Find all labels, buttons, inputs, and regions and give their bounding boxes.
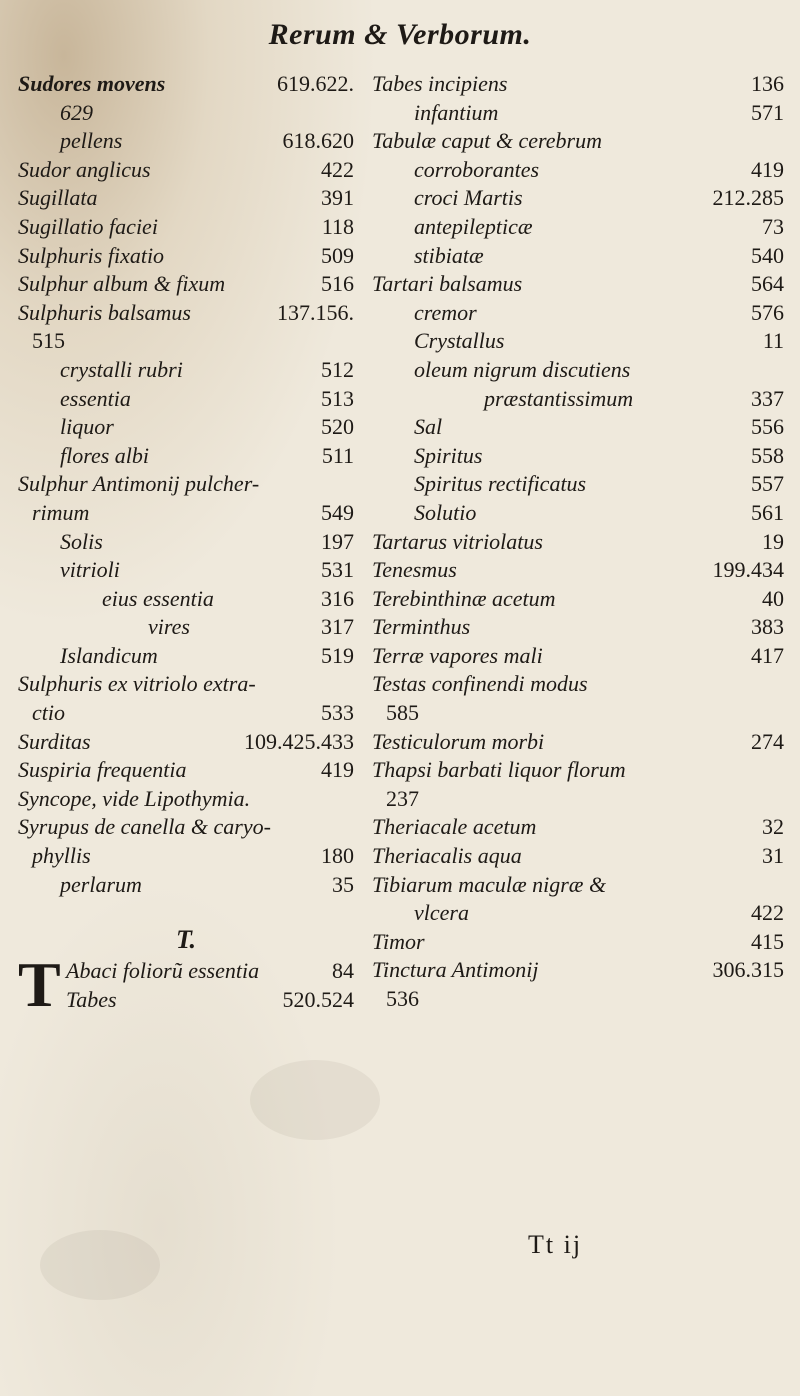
entry-page-ref: 549 (321, 499, 354, 525)
entry-term: Spiritus rectificatus (414, 471, 587, 497)
index-entry (18, 470, 354, 499)
entry-page-ref: 415 (751, 928, 784, 954)
entry-term: crystalli rubri (60, 356, 183, 382)
index-entry (18, 642, 354, 671)
entry-term: Syrupus de canella & caryo- (18, 814, 271, 840)
entry-page-ref: 337 (751, 385, 784, 411)
index-entry (18, 299, 354, 328)
index-entry (372, 499, 784, 528)
entry-term: Tartarus vitriolatus (372, 528, 543, 554)
entry-term: Sudor anglicus (18, 156, 151, 182)
entry-term: Tabes (66, 986, 117, 1012)
index-entry (372, 70, 784, 99)
entry-page-ref: 73 (762, 213, 784, 239)
index-entry (18, 99, 354, 128)
entry-page-ref: 556 (751, 414, 784, 440)
entry-term: Terræ vapores mali (372, 642, 543, 668)
entry-term: oleum nigrum discutiens (414, 356, 631, 382)
index-entry (18, 556, 354, 585)
entry-term: Terminthus (372, 614, 471, 640)
index-entry (372, 928, 784, 957)
entry-page-ref: 19 (762, 528, 784, 554)
index-entry (18, 785, 354, 814)
entry-page-ref: 317 (321, 614, 354, 640)
index-entry (18, 242, 354, 271)
entry-term: flores albi (60, 442, 150, 468)
entry-term: præstantissimum (484, 385, 634, 411)
index-entry (372, 156, 784, 185)
entry-term: ctio (32, 700, 65, 726)
index-entry (18, 413, 354, 442)
index-entry (372, 327, 784, 356)
index-entry (372, 899, 784, 928)
right-column (372, 70, 784, 1014)
index-entry (18, 356, 354, 385)
index-entry (18, 327, 354, 356)
dropcap-block (18, 949, 354, 1021)
entry-term: Sulphur Antimonij pulcher- (18, 471, 260, 497)
entry-page-ref: 417 (751, 642, 784, 668)
index-entry (372, 442, 784, 471)
index-entry (66, 986, 354, 1015)
entry-term: cremor (414, 299, 477, 325)
entry-term: Sulphur album & fixum (18, 271, 226, 297)
entry-page-ref: 32 (762, 814, 784, 840)
entry-term: Sulphuris fixatio (18, 242, 165, 268)
stain (40, 1230, 160, 1300)
entry-term: Sulphuris ex vitriolo extra- (18, 671, 256, 697)
index-entry (18, 842, 354, 871)
entry-page-ref: 516 (321, 271, 354, 297)
entry-term: croci Martis (414, 185, 523, 211)
index-entry (18, 528, 354, 557)
index-entry (18, 813, 354, 842)
index-entry (372, 642, 784, 671)
entry-page-ref: 540 (751, 242, 784, 268)
entry-page-ref: 383 (751, 614, 784, 640)
entry-term: 515 (32, 328, 65, 354)
index-entry (372, 127, 784, 156)
index-entry (18, 156, 354, 185)
entry-page-ref: 306.315 (712, 957, 784, 983)
entry-term: Islandicum (60, 642, 158, 668)
index-entry (18, 613, 354, 642)
entry-page-ref: 509 (321, 242, 354, 268)
entry-term: Terebinthinæ acetum (372, 585, 556, 611)
index-entry (372, 270, 784, 299)
entry-term: 237 (386, 785, 419, 811)
index-entry (18, 871, 354, 900)
entry-page-ref: 180 (321, 843, 354, 869)
entry-page-ref: 118 (321, 213, 354, 239)
entry-page-ref: 618.620 (282, 128, 354, 154)
entry-term: Solis (60, 528, 103, 554)
entry-page-ref: 40 (762, 585, 784, 611)
entry-term: rimum (32, 499, 90, 525)
entry-term: Spiritus (414, 442, 483, 468)
left-column (18, 70, 354, 1021)
entry-term: Theriacale acetum (372, 814, 537, 840)
index-entry (18, 670, 354, 699)
entry-term: infantium (414, 99, 499, 125)
index-entry (18, 270, 354, 299)
entry-page-ref: 561 (751, 499, 784, 525)
entry-page-ref: 558 (751, 442, 784, 468)
index-entry (372, 728, 784, 757)
entry-page-ref: 391 (321, 185, 354, 211)
entry-page-ref: 520.524 (282, 986, 354, 1012)
index-entry (372, 470, 784, 499)
index-entry (372, 785, 784, 814)
index-entry (18, 213, 354, 242)
entry-term: Sal (414, 414, 443, 440)
entry-term: Timor (372, 928, 425, 954)
index-entry (18, 585, 354, 614)
entry-term: vires (148, 614, 190, 640)
entry-term: Testiculorum morbi (372, 728, 545, 754)
entry-term: antepilepticæ (414, 213, 533, 239)
entry-term: Solutio (414, 499, 477, 525)
entry-term: 585 (386, 700, 419, 726)
index-entry (18, 756, 354, 785)
index-entry (372, 99, 784, 128)
signature-mark: Tt ij (528, 1230, 583, 1259)
index-entry (18, 127, 354, 156)
index-entry (372, 213, 784, 242)
entry-page-ref: 109.425.433 (244, 728, 354, 754)
dropcap-letter: T (18, 949, 61, 1021)
entry-term: Abaci foliorũ essentia (66, 958, 260, 984)
index-entry (18, 184, 354, 213)
entry-page-ref: 137.156. (277, 299, 354, 325)
index-entry (372, 756, 784, 785)
index-entry (18, 442, 354, 471)
entry-page-ref: 557 (751, 471, 784, 497)
entry-page-ref: 197 (321, 528, 354, 554)
entry-term: Sudores movens (18, 71, 166, 96)
index-entry (66, 957, 354, 986)
entry-page-ref: 619.622. (277, 71, 354, 96)
entry-page-ref: 511 (321, 442, 354, 468)
entry-page-ref: 274 (751, 728, 784, 754)
entry-term: vlcera (414, 900, 469, 926)
entry-page-ref: 199.434 (712, 557, 784, 583)
entry-term: 629 (60, 99, 93, 125)
index-entry (372, 356, 784, 385)
entry-term: vitrioli (60, 557, 120, 583)
entry-term: eius essentia (102, 585, 214, 611)
entry-term: Tartari balsamus (372, 271, 523, 297)
entry-page-ref: 31 (762, 843, 784, 869)
entry-page-ref: 513 (321, 385, 354, 411)
index-entry (372, 242, 784, 271)
entry-term: Thapsi barbati liquor florum (372, 757, 626, 783)
entry-term: pellens (60, 128, 123, 154)
entry-term: Tibiarum maculæ nigræ & (372, 871, 607, 897)
entry-page-ref: 35 (332, 871, 354, 897)
page-header: Rerum & Verborum. (268, 18, 532, 51)
entry-page-ref: 212.285 (712, 185, 784, 211)
index-entry (372, 385, 784, 414)
entry-term: Syncope, vide Lipothymia. (18, 785, 251, 811)
stain (250, 1060, 380, 1140)
entry-term: stibiatæ (414, 242, 484, 268)
index-entry (18, 70, 354, 99)
index-entry (372, 613, 784, 642)
index-entry (372, 985, 784, 1014)
entry-term: Suspiria frequentia (18, 757, 187, 783)
entry-page-ref: 512 (321, 356, 354, 382)
entry-term: Crystallus (414, 328, 505, 354)
entry-page-ref: 84 (332, 958, 354, 984)
entry-page-ref: 136 (751, 71, 784, 96)
index-entry (372, 699, 784, 728)
index-entry (372, 670, 784, 699)
entry-term: Theriacalis aqua (372, 843, 522, 869)
entry-page-ref: 422 (321, 156, 354, 182)
entry-term: 536 (386, 986, 419, 1011)
entry-term: Sulphuris balsamus (18, 299, 191, 325)
entry-term: Tabulæ caput & cerebrum (372, 128, 602, 154)
index-entry (372, 556, 784, 585)
index-entry (18, 385, 354, 414)
index-entry (18, 499, 354, 528)
index-entry (372, 585, 784, 614)
entry-page-ref: 520 (321, 414, 354, 440)
entry-term: Sugillatio faciei (18, 213, 158, 239)
index-entry (372, 871, 784, 900)
index-entry (372, 813, 784, 842)
entry-page-ref: 422 (751, 900, 784, 926)
index-entry (18, 699, 354, 728)
section-letter: T. (176, 925, 196, 955)
entry-page-ref: 571 (751, 99, 784, 125)
entry-term: Tinctura Antimonij (372, 957, 539, 983)
entry-term: liquor (60, 414, 114, 440)
entry-term: corroborantes (414, 156, 540, 182)
index-entry (18, 728, 354, 757)
entry-page-ref: 564 (751, 271, 784, 297)
index-entry (372, 528, 784, 557)
entry-term: perlarum (60, 871, 142, 897)
index-entry (372, 413, 784, 442)
entry-term: Tenesmus (372, 557, 457, 583)
index-entry (372, 184, 784, 213)
entry-term: essentia (60, 385, 131, 411)
entry-page-ref: 419 (321, 757, 354, 783)
entry-term: Testas confinendi modus (372, 671, 588, 697)
entry-page-ref: 519 (321, 642, 354, 668)
entry-page-ref: 316 (321, 585, 354, 611)
entry-term: Sugillata (18, 185, 98, 211)
index-entry (372, 299, 784, 328)
index-entry (372, 842, 784, 871)
entry-page-ref: 419 (751, 156, 784, 182)
entry-term: phyllis (32, 843, 91, 869)
entry-term: Tabes incipiens (372, 71, 508, 96)
index-entry (372, 956, 784, 985)
entry-page-ref: 11 (762, 328, 784, 354)
entry-page-ref: 533 (321, 700, 354, 726)
entry-page-ref: 576 (751, 299, 784, 325)
entry-page-ref: 531 (321, 557, 354, 583)
entry-term: Surditas (18, 728, 91, 754)
